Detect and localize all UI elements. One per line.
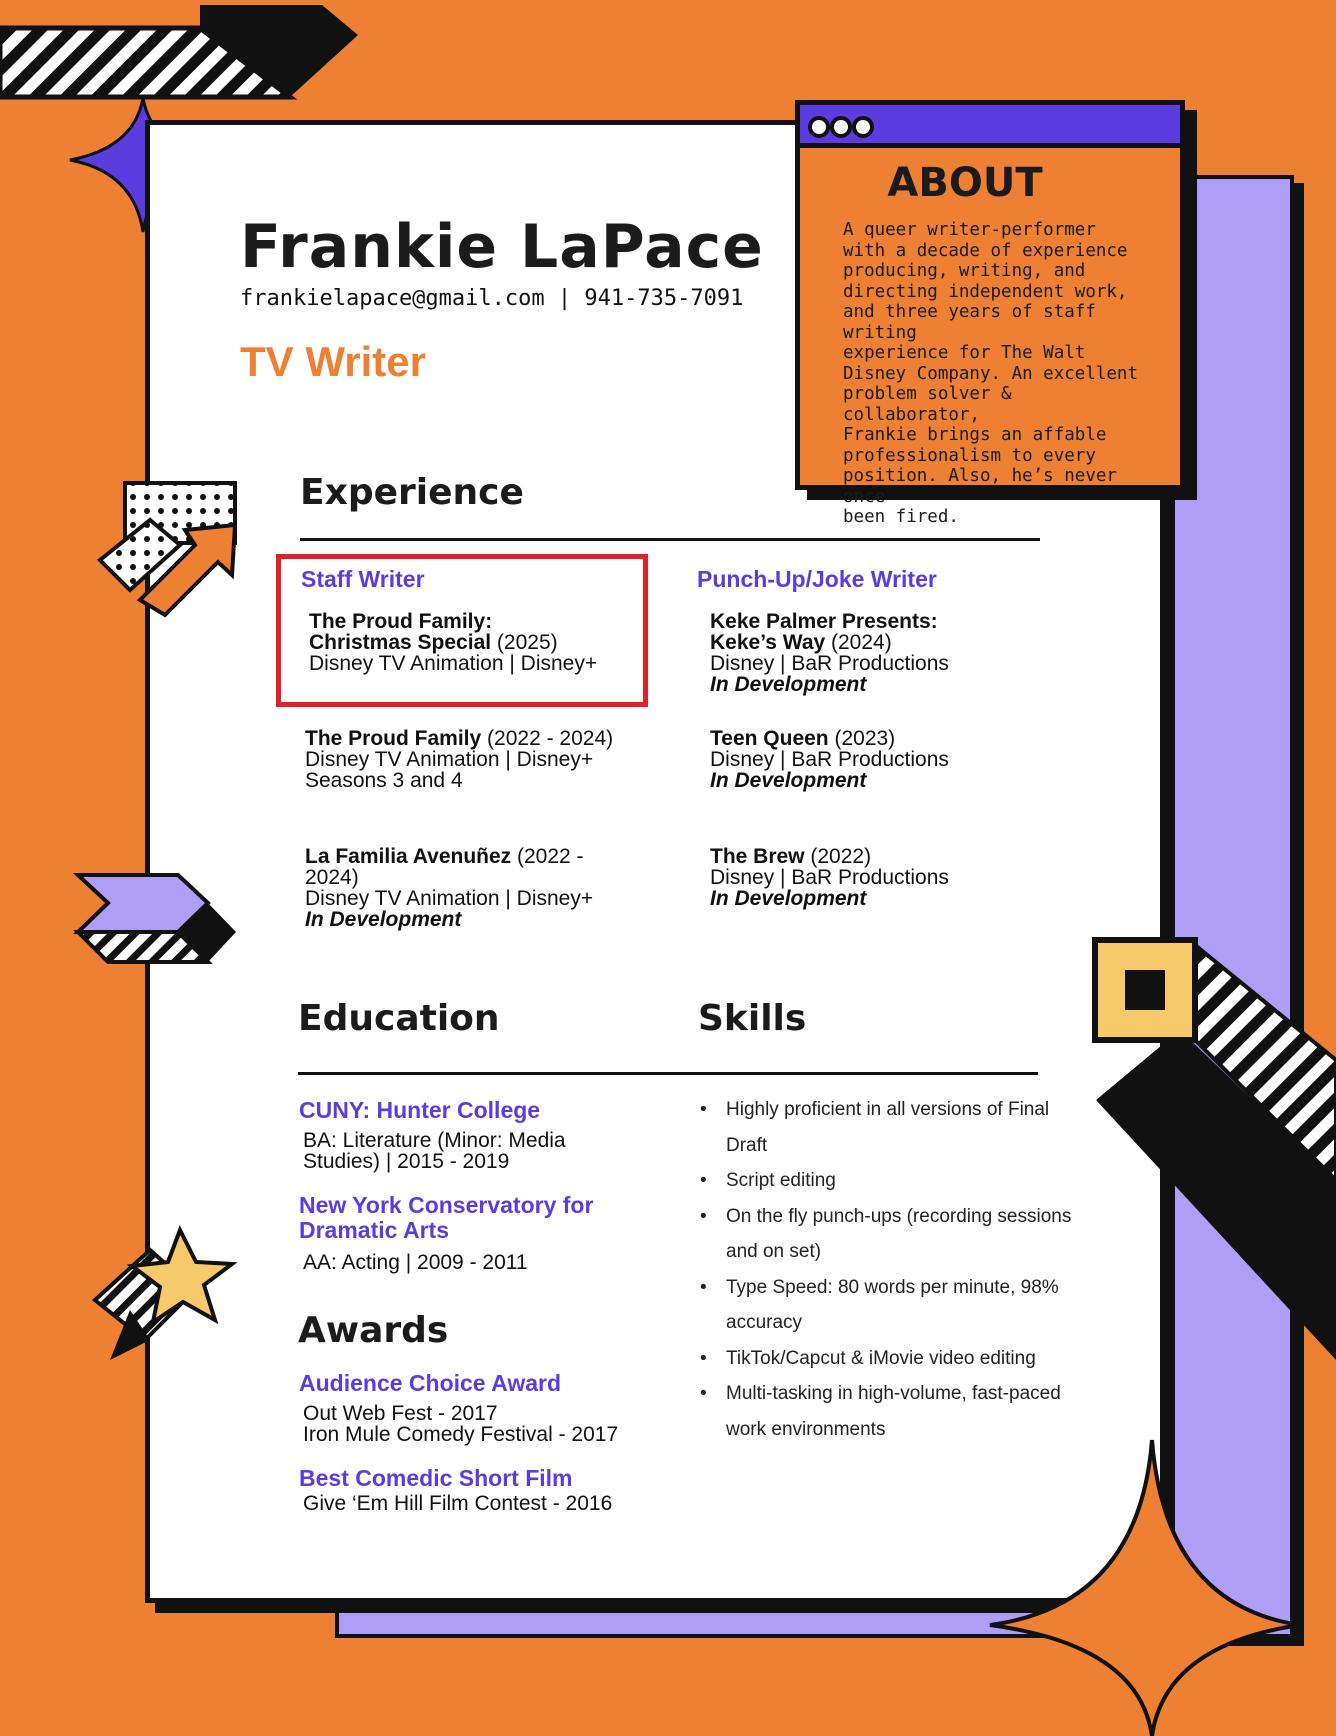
experience-entry: The Proud Family: Christmas Special (2025) Disney TV Animation | Disney+	[309, 610, 598, 675]
skill-item: • TikTok/Capcut & iMovie video editing	[700, 1341, 1080, 1377]
chevron-decoration	[78, 875, 236, 962]
award-title: Audience Choice Award	[299, 1370, 562, 1396]
experience-entry: The Brew (2022) Disney | BaR Productions In Development	[710, 845, 949, 910]
skills-heading: Skills	[698, 998, 807, 1039]
skill-item: • Script editing	[700, 1163, 1080, 1199]
experience-entry: Teen Queen (2023) Disney | BaR Productions In Development	[710, 727, 949, 792]
window-dot-icon	[830, 116, 852, 138]
experience-heading: Experience	[300, 472, 524, 513]
experience-entry: The Proud Family (2022 - 2024) Disney TV Animation | Disney+ Seasons 3 and 4	[305, 727, 614, 792]
award-title: Best Comedic Short Film	[299, 1465, 573, 1491]
award-detail: Out Web Fest - 2017 Iron Mule Comedy Festival - 2017	[303, 1402, 619, 1446]
experience-entry: La Familia Avenuñez (2022 - 2024) Disney TV Animation | Disney+ In Development	[305, 845, 594, 931]
education-heading: Education	[298, 998, 500, 1039]
about-text: A queer writer-performer with a decade of experience producing, writing, and directing independent work, and three years of staff writing experience for The Walt Disney Company. An excellent problem solver & collaborator, Frankie brings an affable professionalism to every position. Also, he’s never once been fired.	[843, 220, 1139, 527]
about-heading: ABOUT	[887, 160, 1043, 206]
skill-item: • Multi-tasking in high-volume, fast-paced work environments	[700, 1376, 1080, 1447]
about-title-bar	[800, 105, 1180, 148]
contact-info: frankielapace@gmail.com | 941-735-7091	[240, 286, 744, 311]
skills-list	[700, 1092, 1080, 1447]
yellow-star-decoration	[95, 1230, 232, 1360]
education-school: CUNY: Hunter College	[299, 1097, 541, 1123]
skill-item: • On the fly punch-ups (recording sessions and on set)	[700, 1199, 1080, 1270]
yellow-square-decoration	[1095, 940, 1336, 1360]
education-school: New York Conservatory for Dramatic Arts	[299, 1192, 594, 1243]
orange-star-decoration	[990, 1440, 1300, 1736]
about-window	[795, 100, 1185, 527]
punchup-writer-title: Punch-Up/Joke Writer	[697, 566, 937, 592]
education-detail: AA: Acting | 2009 - 2011	[303, 1251, 528, 1274]
job-role: TV Writer	[240, 338, 426, 385]
candidate-name: Frankie LaPace	[240, 212, 764, 282]
window-dot-icon	[852, 116, 874, 138]
awards-heading: Awards	[298, 1310, 449, 1351]
window-dot-icon	[808, 116, 830, 138]
experience-divider	[300, 538, 1040, 541]
award-detail: Give ‘Em Hill Film Contest - 2016	[303, 1492, 613, 1515]
skill-item: • Type Speed: 80 words per minute, 98% accuracy	[700, 1270, 1080, 1341]
education-detail: BA: Literature (Minor: Media Studies) | 2015 - 2019	[303, 1129, 566, 1173]
education-divider	[298, 1072, 1038, 1075]
experience-entry: Keke Palmer Presents: Keke’s Way (2024) Disney | BaR Productions In Development	[710, 610, 949, 696]
staff-writer-title: Staff Writer	[301, 566, 425, 592]
skill-item: • Highly proficient in all versions of Final Draft	[700, 1092, 1080, 1163]
dotted-arrow-decoration	[100, 483, 235, 615]
